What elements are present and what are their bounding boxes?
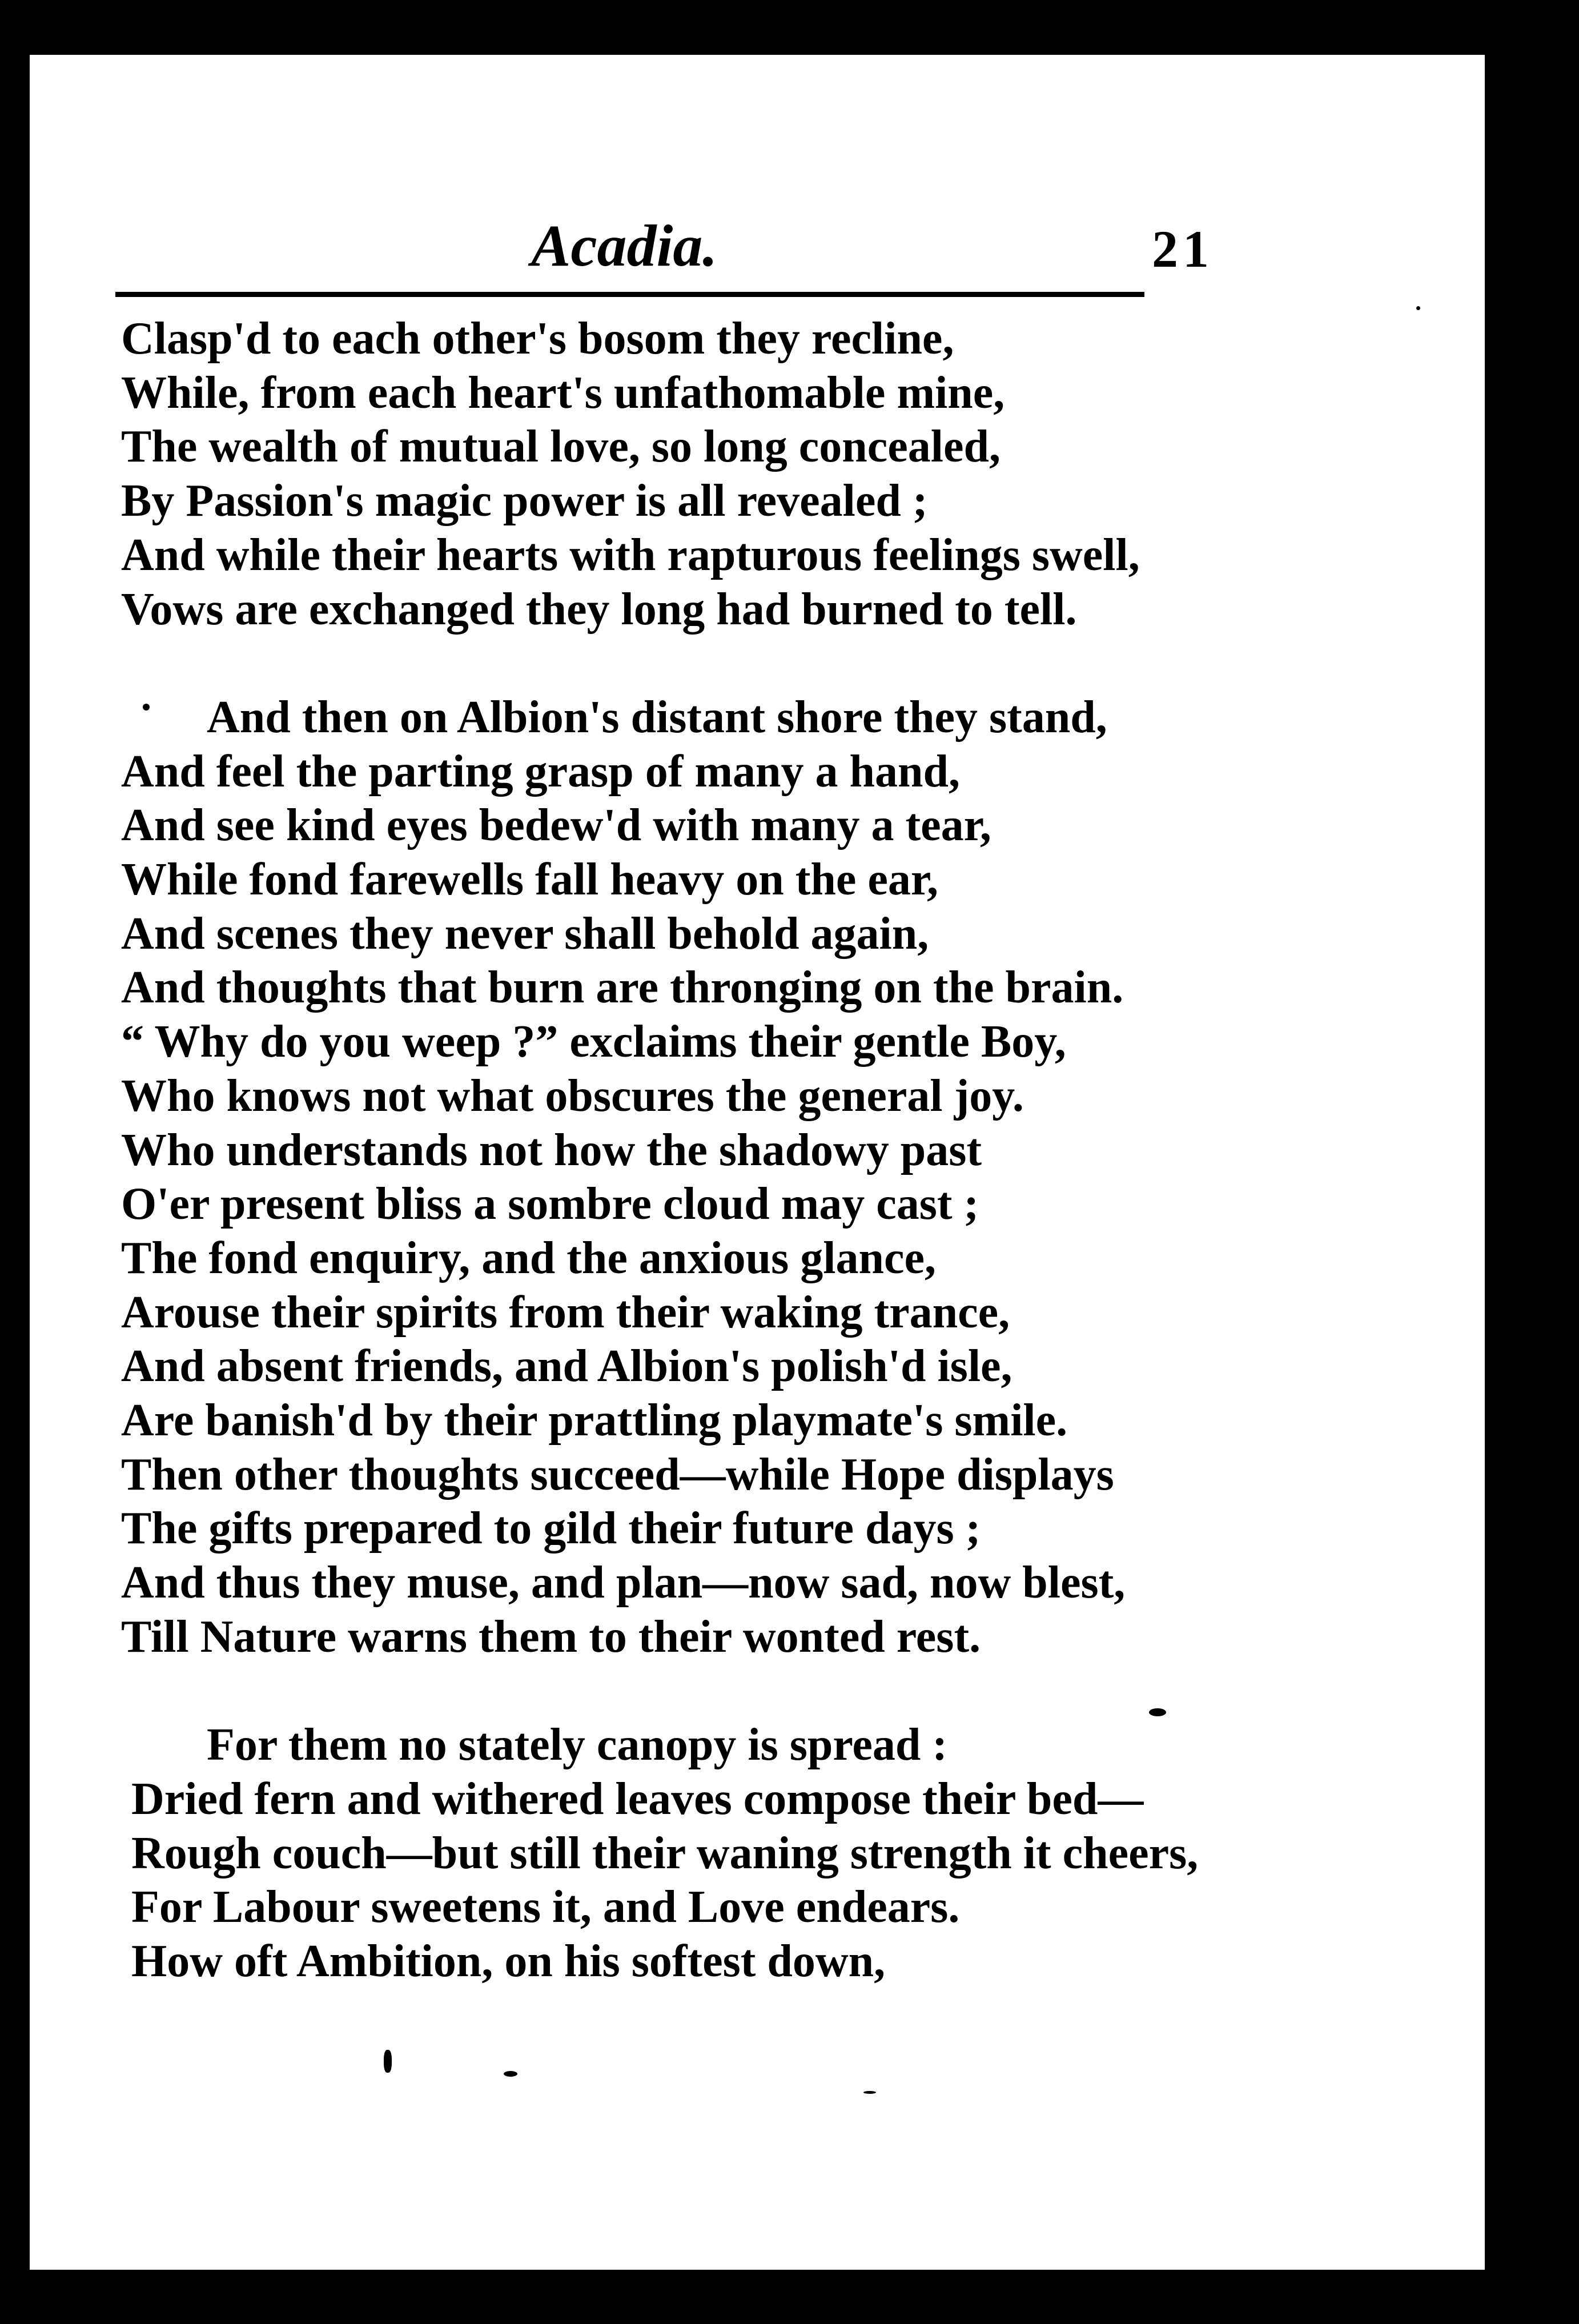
- poem-line: The fond enquiry, and the anxious glance,: [121, 1233, 936, 1283]
- header-rule: [115, 292, 1144, 297]
- book-page: [30, 55, 1485, 2270]
- poem-line: Then other thoughts succeed—while Hope displays: [121, 1449, 1114, 1500]
- page-header: [115, 195, 1214, 298]
- poem-line: By Passion's magic power is all revealed ;: [121, 476, 928, 527]
- poem-line: For them no stately canopy is spread :: [207, 1720, 948, 1771]
- poem-line: O'er present bliss a sombre cloud may cast ;: [121, 1179, 979, 1230]
- poem-line: Who knows not what obscures the general joy.: [121, 1070, 1024, 1121]
- poem-line: And while their hearts with rapturous feelings swell,: [121, 529, 1140, 580]
- poem-line: Till Nature warns them to their wonted rest.: [121, 1611, 981, 1662]
- poem-line: How oft Ambition, on his softest down,: [131, 1936, 886, 1987]
- poem-line: The gifts prepared to gild their future days ;: [121, 1503, 981, 1554]
- poem-line: While fond farewells fall heavy on the ear,: [121, 854, 939, 905]
- stanza-1: [121, 312, 1435, 636]
- poem-line: While, from each heart's unfathomable mine,: [121, 367, 1005, 418]
- poem-line: Dried fern and withered leaves compose their bed—: [131, 1773, 1144, 1824]
- poem-line: And scenes they never shall behold again,: [121, 908, 929, 959]
- poem-line: Are banish'd by their prattling playmate's smile.: [121, 1395, 1068, 1446]
- poem-line: And feel the parting grasp of many a hand,: [121, 746, 961, 797]
- poem-line: Who understands not how the shadowy past: [121, 1125, 982, 1175]
- scan-speck: [504, 2071, 517, 2077]
- poem-line: And thoughts that burn are thronging on the brain.: [121, 962, 1124, 1013]
- scan-speck: [1416, 306, 1420, 310]
- poem-line: And then on Albion's distant shore they stand,: [207, 692, 1107, 742]
- scan-speck: [143, 704, 150, 711]
- poem-line: For Labour sweetens it, and Love endears.: [131, 1882, 960, 1933]
- poem-line: Rough couch—but still their waning strength it cheers,: [131, 1828, 1199, 1879]
- page-number: 21: [1152, 220, 1214, 278]
- poem-line: And absent friends, and Albion's polish'd isle,: [121, 1341, 1013, 1392]
- stanza-3: [121, 1718, 1435, 1989]
- scan-speck: [1149, 1708, 1166, 1716]
- poem-text: [121, 312, 1435, 1989]
- scan-speck: [1494, 2169, 1499, 2174]
- poem-line: The wealth of mutual love, so long concealed,: [121, 422, 1001, 472]
- poem-line: Clasp'd to each other's bosom they recline,: [121, 314, 954, 364]
- scan-speck: [384, 2050, 392, 2073]
- scan-speck: [863, 2091, 876, 2094]
- running-title: Acadia.: [531, 213, 718, 279]
- poem-line: And thus they muse, and plan—now sad, now blest,: [121, 1558, 1126, 1608]
- poem-line: And see kind eyes bedew'd with many a tear,: [121, 800, 991, 851]
- poem-line: Vows are exchanged they long had burned to tell.: [121, 584, 1077, 635]
- poem-line: Arouse their spirits from their waking trance,: [121, 1287, 1010, 1338]
- poem-line: “ Why do you weep ?” exclaims their gentle Boy,: [121, 1017, 1066, 1067]
- stanza-2: [121, 691, 1435, 1664]
